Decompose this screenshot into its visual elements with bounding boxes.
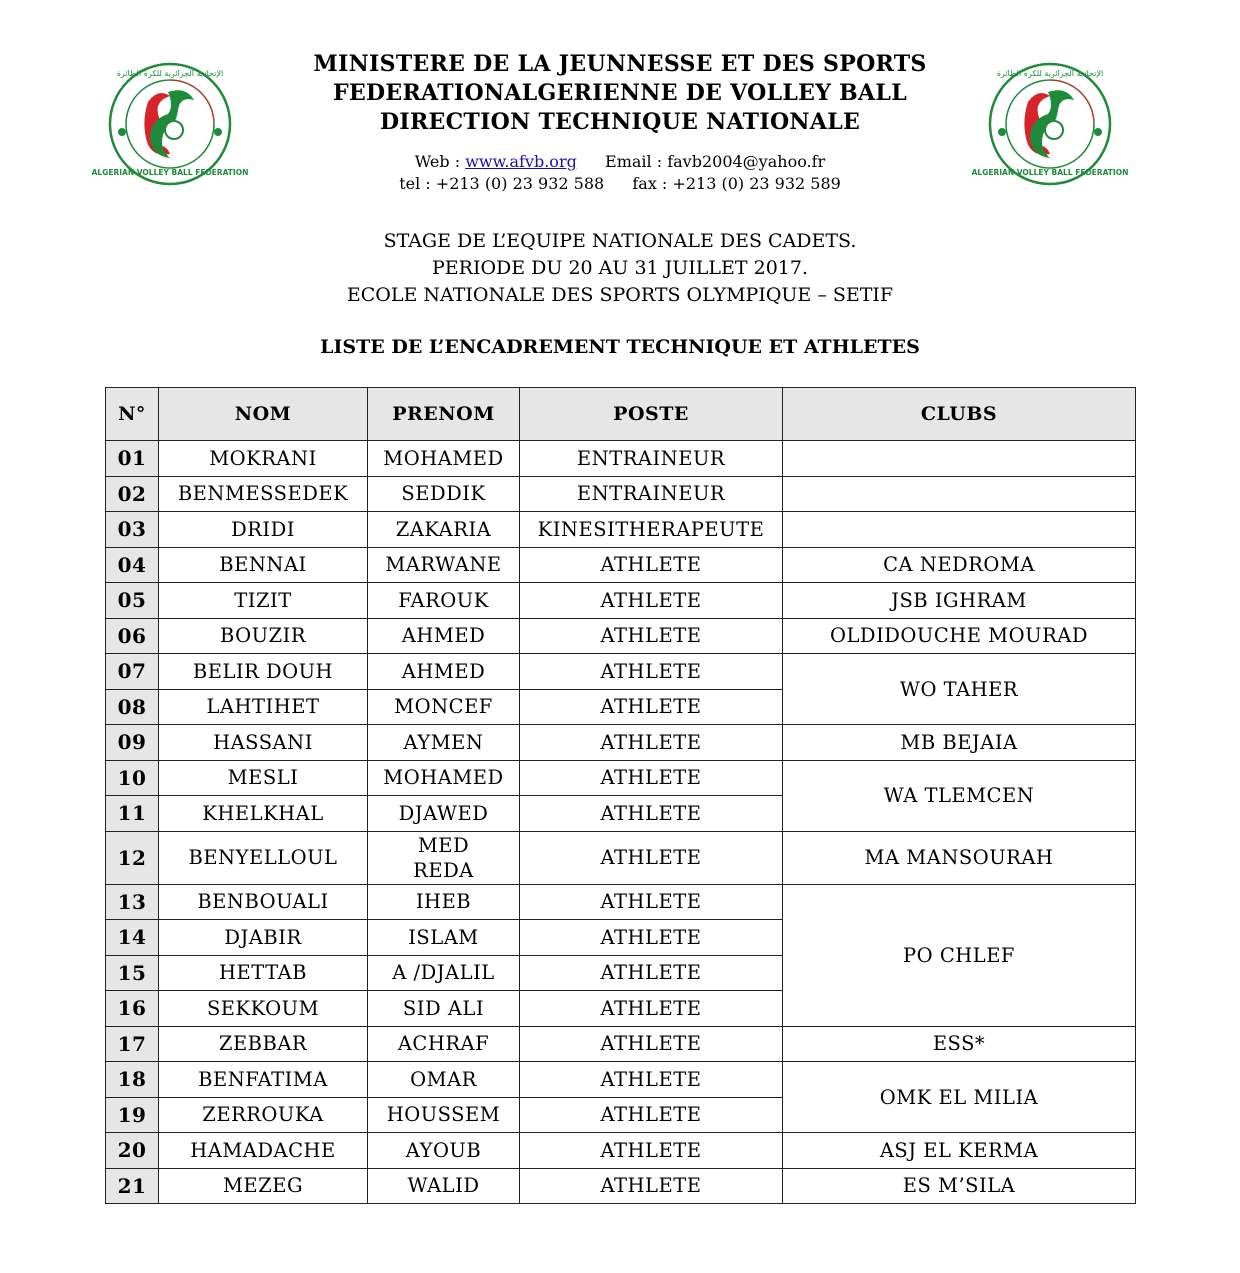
cell-nom: KHELKHAL <box>159 796 368 832</box>
roster-table <box>105 387 1136 1204</box>
table-row <box>106 760 1136 796</box>
row-number: 04 <box>106 547 159 583</box>
cell-poste: ATHLETE <box>520 831 783 884</box>
cell-prenom: AHMED <box>368 618 520 654</box>
cell-prenom: DJAWED <box>368 796 520 832</box>
cell-poste: ATHLETE <box>520 654 783 690</box>
column-header-prenom: PRENOM <box>368 388 520 441</box>
cell-poste: ENTRAINEUR <box>520 441 783 477</box>
cell-poste: ATHLETE <box>520 1133 783 1169</box>
cell-club: MA MANSOURAH <box>783 831 1136 884</box>
cell-prenom: MOHAMED <box>368 760 520 796</box>
row-number: 12 <box>106 831 159 884</box>
cell-poste: ATHLETE <box>520 583 783 619</box>
row-number: 10 <box>106 760 159 796</box>
cell-club-empty <box>783 476 1136 512</box>
stage-location: ECOLE NATIONALE DES SPORTS OLYMPIQUE – SETIF <box>346 284 894 306</box>
svg-text:الإتحادية الجزائرية للكرة الطا: الإتحادية الجزائرية للكرة الطائرة <box>996 69 1104 78</box>
cell-nom: MOKRANI <box>159 441 368 477</box>
cell-club: ASJ EL KERMA <box>783 1133 1136 1169</box>
row-number: 09 <box>106 725 159 761</box>
column-header-nom: NOM <box>159 388 368 441</box>
cell-poste: ATHLETE <box>520 689 783 725</box>
federation-logo-left <box>91 62 249 186</box>
email-address: favb2004@yahoo.fr <box>667 152 826 171</box>
cell-nom: HETTAB <box>159 955 368 991</box>
cell-club: CA NEDROMA <box>783 547 1136 583</box>
cell-prenom: ZAKARIA <box>368 512 520 548</box>
cell-nom: DRIDI <box>159 512 368 548</box>
cell-prenom <box>368 831 520 884</box>
direction-title: DIRECTION TECHNIQUE NATIONALE <box>379 109 861 135</box>
cell-nom: TIZIT <box>159 583 368 619</box>
fax-number: +213 (0) 23 932 589 <box>672 174 841 193</box>
cell-nom: HASSANI <box>159 725 368 761</box>
table-row <box>106 1168 1136 1204</box>
table-header-row <box>106 388 1136 441</box>
web-label: Web : <box>414 152 461 171</box>
list-title: LISTE DE L’ENCADREMENT TECHNIQUE ET ATHLETES <box>320 336 920 358</box>
table-row <box>106 654 1136 690</box>
tel-number: +213 (0) 23 932 588 <box>435 174 605 193</box>
column-header-num: N° <box>106 388 159 441</box>
cell-club: OLDIDOUCHE MOURAD <box>783 618 1136 654</box>
table-row <box>106 547 1136 583</box>
cell-poste: ATHLETE <box>520 1062 783 1098</box>
table-row <box>106 725 1136 761</box>
cell-club-empty <box>783 512 1136 548</box>
cell-nom: ZERROUKA <box>159 1097 368 1133</box>
cell-nom: MEZEG <box>159 1168 368 1204</box>
cell-prenom: AHMED <box>368 654 520 690</box>
cell-nom: BENNAI <box>159 547 368 583</box>
cell-prenom-line1: MED <box>417 833 470 857</box>
cell-club-empty <box>783 441 1136 477</box>
row-number: 13 <box>106 884 159 920</box>
contact-line-web-email <box>240 151 1000 173</box>
cell-prenom: FAROUK <box>368 583 520 619</box>
cell-prenom: AYOUB <box>368 1133 520 1169</box>
cell-nom: BENFATIMA <box>159 1062 368 1098</box>
cell-poste: ATHLETE <box>520 920 783 956</box>
row-number: 15 <box>106 955 159 991</box>
cell-nom: SEKKOUM <box>159 991 368 1027</box>
svg-text:ALGERIAN VOLLEY BALL FEDERATIO: ALGERIAN VOLLEY BALL FEDERATION <box>971 168 1129 177</box>
stage-title: STAGE DE L’EQUIPE NATIONALE DES CADETS. <box>383 230 857 252</box>
row-number: 14 <box>106 920 159 956</box>
row-number: 18 <box>106 1062 159 1098</box>
cell-nom: MESLI <box>159 760 368 796</box>
cell-poste: ATHLETE <box>520 796 783 832</box>
cell-nom: BOUZIR <box>159 618 368 654</box>
row-number: 16 <box>106 991 159 1027</box>
website-link[interactable]: www.afvb.org <box>465 152 577 171</box>
cell-prenom-line2: REDA <box>413 858 474 882</box>
row-number: 03 <box>106 512 159 548</box>
cell-nom: DJABIR <box>159 920 368 956</box>
stage-info <box>240 228 1000 309</box>
cell-nom: ZEBBAR <box>159 1026 368 1062</box>
email-label: Email : <box>605 152 663 171</box>
cell-prenom: OMAR <box>368 1062 520 1098</box>
table-row <box>106 583 1136 619</box>
cell-nom: BENMESSEDEK <box>159 476 368 512</box>
row-number: 08 <box>106 689 159 725</box>
column-header-poste: POSTE <box>520 388 783 441</box>
cell-poste: KINESITHERAPEUTE <box>520 512 783 548</box>
fax-label: fax : <box>632 174 668 193</box>
row-number: 19 <box>106 1097 159 1133</box>
table-row <box>106 441 1136 477</box>
cell-club: PO CHLEF <box>783 884 1136 1026</box>
contact-block <box>240 151 1000 195</box>
cell-poste: ATHLETE <box>520 1097 783 1133</box>
row-number: 11 <box>106 796 159 832</box>
row-number: 01 <box>106 441 159 477</box>
cell-nom: BENBOUALI <box>159 884 368 920</box>
cell-poste: ATHLETE <box>520 955 783 991</box>
row-number: 02 <box>106 476 159 512</box>
cell-poste: ATHLETE <box>520 618 783 654</box>
row-number: 17 <box>106 1026 159 1062</box>
cell-prenom: SEDDIK <box>368 476 520 512</box>
contact-line-phone-fax <box>240 173 1000 195</box>
cell-club: ES M’SILA <box>783 1168 1136 1204</box>
row-number: 06 <box>106 618 159 654</box>
cell-poste: ATHLETE <box>520 725 783 761</box>
cell-club: MB BEJAIA <box>783 725 1136 761</box>
cell-prenom: A /DJALIL <box>368 955 520 991</box>
svg-text:الإتحادية الجزائرية للكرة الطا: الإتحادية الجزائرية للكرة الطائرة <box>116 69 224 78</box>
table-row <box>106 476 1136 512</box>
cell-poste: ATHLETE <box>520 547 783 583</box>
federation-logo-right <box>971 62 1129 186</box>
cell-poste: ENTRAINEUR <box>520 476 783 512</box>
svg-text:ALGERIAN VOLLEY BALL FEDERATIO: ALGERIAN VOLLEY BALL FEDERATION <box>91 168 249 177</box>
cell-nom: LAHTIHET <box>159 689 368 725</box>
cell-poste: ATHLETE <box>520 1026 783 1062</box>
cell-prenom: WALID <box>368 1168 520 1204</box>
cell-club: JSB IGHRAM <box>783 583 1136 619</box>
cell-poste: ATHLETE <box>520 1168 783 1204</box>
cell-prenom: MARWANE <box>368 547 520 583</box>
ministry-title: MINISTERE DE LA JEUNNESSE ET DES SPORTS <box>313 51 927 77</box>
cell-nom: HAMADACHE <box>159 1133 368 1169</box>
column-header-clubs: CLUBS <box>783 388 1136 441</box>
cell-poste: ATHLETE <box>520 991 783 1027</box>
cell-prenom: ACHRAF <box>368 1026 520 1062</box>
cell-prenom: ISLAM <box>368 920 520 956</box>
cell-prenom: AYMEN <box>368 725 520 761</box>
federation-title: FEDERATIONALGERIENNE DE VOLLEY BALL <box>333 80 907 106</box>
letterhead <box>240 50 1000 137</box>
cell-club: WO TAHER <box>783 654 1136 725</box>
row-number: 20 <box>106 1133 159 1169</box>
table-row <box>106 1062 1136 1098</box>
stage-period: PERIODE DU 20 AU 31 JUILLET 2017. <box>431 257 809 279</box>
cell-poste: ATHLETE <box>520 884 783 920</box>
table-row <box>106 512 1136 548</box>
cell-club: WA TLEMCEN <box>783 760 1136 831</box>
cell-prenom: MOHAMED <box>368 441 520 477</box>
cell-prenom: SID ALI <box>368 991 520 1027</box>
table-row <box>106 831 1136 884</box>
cell-club: ESS* <box>783 1026 1136 1062</box>
row-number: 05 <box>106 583 159 619</box>
cell-club: OMK EL MILIA <box>783 1062 1136 1133</box>
table-row <box>106 1026 1136 1062</box>
cell-prenom: IHEB <box>368 884 520 920</box>
cell-nom: BELIR DOUH <box>159 654 368 690</box>
cell-nom: BENYELLOUL <box>159 831 368 884</box>
cell-prenom: HOUSSEM <box>368 1097 520 1133</box>
table-row <box>106 884 1136 920</box>
table-row <box>106 1133 1136 1169</box>
row-number: 21 <box>106 1168 159 1204</box>
table-row <box>106 618 1136 654</box>
cell-poste: ATHLETE <box>520 760 783 796</box>
tel-label: tel : <box>399 174 431 193</box>
cell-prenom: MONCEF <box>368 689 520 725</box>
row-number: 07 <box>106 654 159 690</box>
